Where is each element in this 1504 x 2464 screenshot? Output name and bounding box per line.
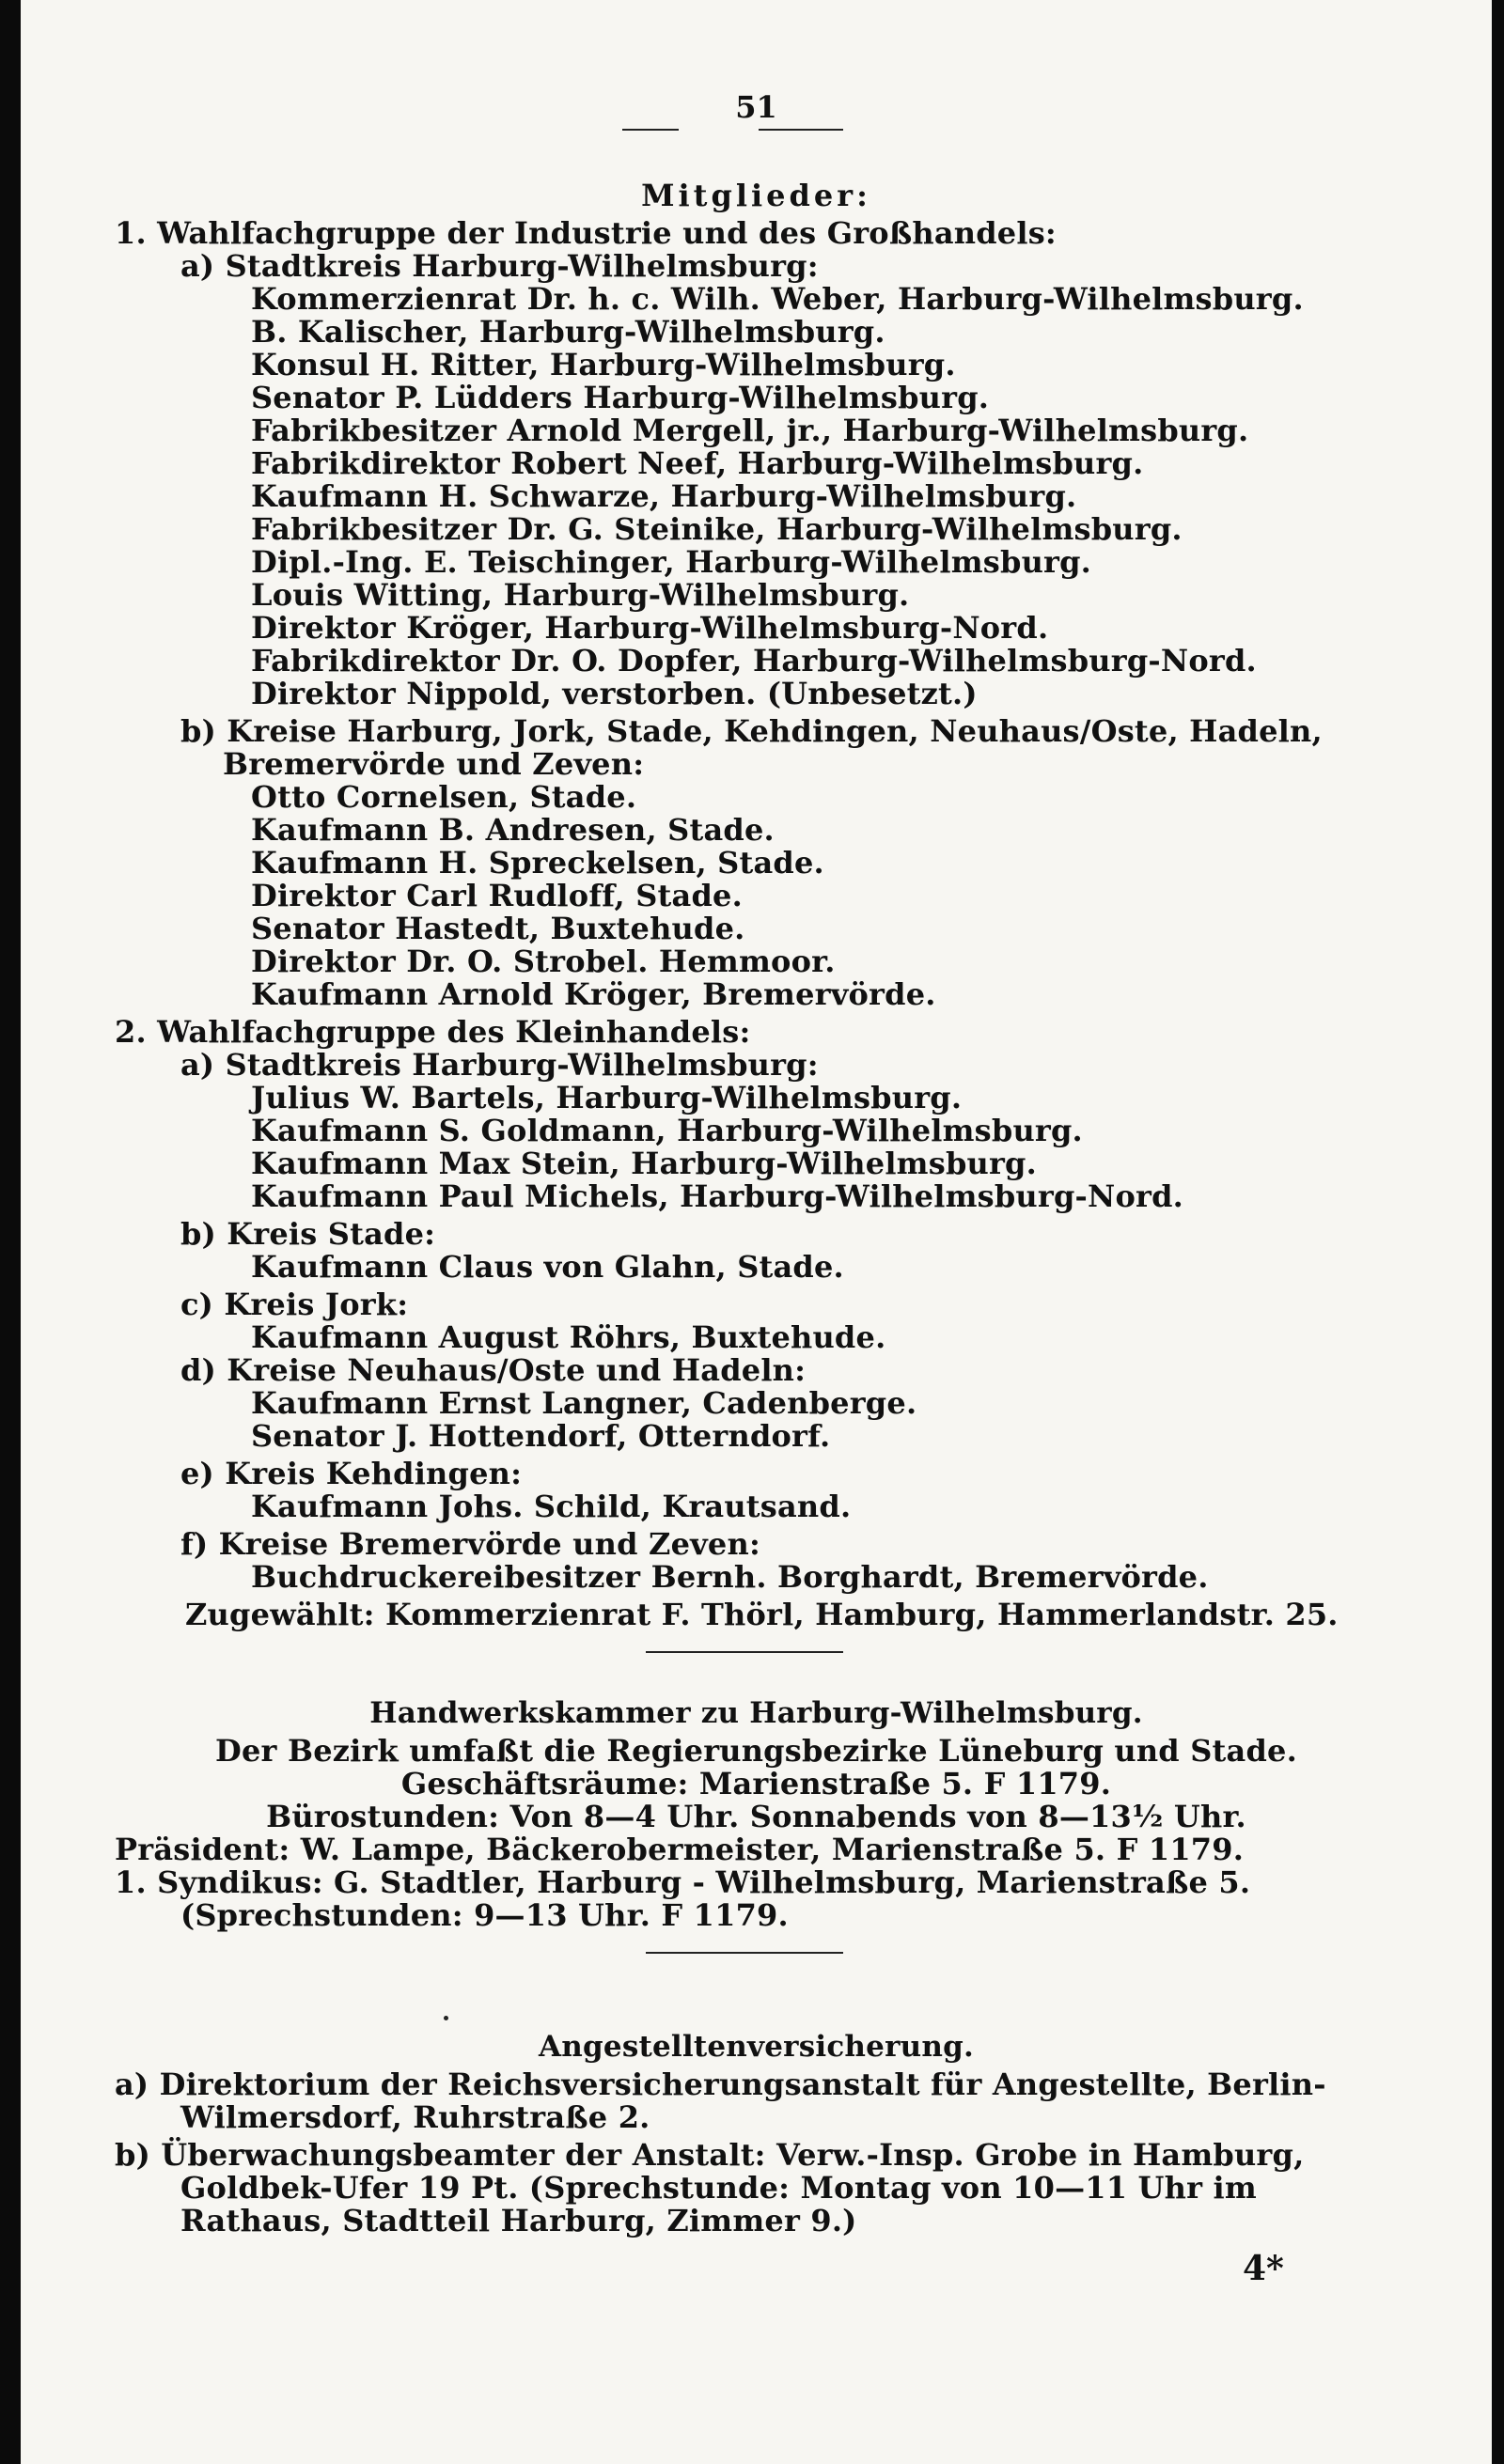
members-heading: Mitglieder: bbox=[641, 178, 871, 213]
member-entry: Fabrikbesitzer Arnold Mergell, jr., Harburg-Wilhelmsburg. bbox=[251, 413, 1249, 448]
signature-mark: 4* bbox=[1243, 2249, 1284, 2288]
group-2d-heading: d) Kreise Neuhaus/Oste und Hadeln: bbox=[180, 1352, 807, 1388]
member-entry: Kaufmann Johs. Schild, Krautsand. bbox=[251, 1489, 852, 1524]
group-2f-heading: f) Kreise Bremervörde und Zeven: bbox=[180, 1526, 760, 1562]
member-entry: Kaufmann H. Spreckelsen, Stade. bbox=[251, 845, 824, 881]
member-entry: Buchdruckereibesitzer Bernh. Borghardt, Bremervörde. bbox=[251, 1559, 1209, 1595]
member-entry: Otto Cornelsen, Stade. bbox=[251, 779, 637, 815]
member-entry: Fabrikdirektor Dr. O. Dopfer, Harburg-Wilhelmsburg-Nord. bbox=[251, 643, 1257, 678]
insurance-item-b-continued: Rathaus, Stadtteil Harburg, Zimmer 9.) bbox=[180, 2203, 857, 2238]
member-entry: Kaufmann Arnold Kröger, Bremervörde. bbox=[251, 976, 936, 1012]
group-1b-heading: b) Kreise Harburg, Jork, Stade, Kehdingen, Neuhaus/Oste, Hadeln, bbox=[180, 713, 1323, 749]
insurance-title: Angestelltenversicherung. bbox=[539, 2030, 974, 2064]
group-1b-heading-continued: Bremervörde und Zeven: bbox=[223, 746, 645, 782]
member-entry: Konsul H. Ritter, Harburg-Wilhelmsburg. bbox=[251, 347, 956, 382]
group-2a-heading: a) Stadtkreis Harburg-Wilhelmsburg: bbox=[180, 1047, 819, 1083]
chamber-president: Präsident: W. Lampe, Bäckerobermeister, Marienstraße 5. F 1179. bbox=[115, 1832, 1245, 1867]
member-entry: Senator J. Hottendorf, Otterndorf. bbox=[251, 1418, 831, 1454]
member-entry: Senator P. Lüdders Harburg-Wilhelmsburg. bbox=[251, 380, 990, 415]
member-entry: Direktor Carl Rudloff, Stade. bbox=[251, 878, 743, 913]
member-entry: Dipl.-Ing. E. Teischinger, Harburg-Wilhelmsburg. bbox=[251, 544, 1092, 580]
page-number: 51 bbox=[735, 89, 777, 125]
document-page bbox=[21, 0, 1492, 2464]
page-number-rule-left bbox=[622, 129, 679, 131]
insurance-item-b-continued: Goldbek-Ufer 19 Pt. (Sprechstunde: Montag von 10—11 Uhr im bbox=[180, 2170, 1257, 2206]
member-entry: Kommerzienrat Dr. h. c. Wilh. Weber, Harburg-Wilhelmsburg. bbox=[251, 281, 1304, 317]
member-entry: Kaufmann Paul Michels, Harburg-Wilhelmsburg-Nord. bbox=[251, 1178, 1183, 1214]
chamber-hours: Bürostunden: Von 8—4 Uhr. Sonnabends von 8—13½ Uhr. bbox=[266, 1799, 1246, 1834]
member-entry: Kaufmann August Röhrs, Buxtehude. bbox=[251, 1319, 886, 1355]
insurance-item-a: a) Direktorium der Reichsversicherungsanstalt für Angestellte, Berlin- bbox=[115, 2066, 1326, 2102]
member-entry: Kaufmann B. Andresen, Stade. bbox=[251, 812, 775, 848]
member-entry: Direktor Dr. O. Strobel. Hemmoor. bbox=[251, 943, 836, 979]
group-1a-heading: a) Stadtkreis Harburg-Wilhelmsburg: bbox=[180, 248, 819, 284]
member-entry: Kaufmann Max Stein, Harburg-Wilhelmsburg. bbox=[251, 1146, 1037, 1181]
group-2e-heading: e) Kreis Kehdingen: bbox=[180, 1456, 523, 1491]
member-entry: Kaufmann S. Goldmann, Harburg-Wilhelmsburg. bbox=[251, 1113, 1083, 1148]
member-entry: Kaufmann Ernst Langner, Cadenberge. bbox=[251, 1385, 917, 1421]
group-1-heading: 1. Wahlfachgruppe der Industrie und des Großhandels: bbox=[115, 215, 1057, 251]
chamber-offices: Geschäftsräume: Marienstraße 5. F 1179. bbox=[400, 1766, 1112, 1801]
section-divider bbox=[646, 1952, 843, 1954]
insurance-item-a-continued: Wilmersdorf, Ruhrstraße 2. bbox=[180, 2099, 650, 2135]
member-entry: Direktor Nippold, verstorben. (Unbesetzt.) bbox=[251, 676, 978, 711]
chamber-district: Der Bezirk umfaßt die Regierungsbezirke Lüneburg und Stade. bbox=[215, 1733, 1297, 1769]
group-2c-heading: c) Kreis Jork: bbox=[180, 1287, 409, 1322]
member-entry: Kaufmann H. Schwarze, Harburg-Wilhelmsburg. bbox=[251, 478, 1077, 514]
insurance-item-b: b) Überwachungsbeamter der Anstalt: Verw.-Insp. Grobe in Hamburg, bbox=[115, 2137, 1305, 2173]
member-entry: Direktor Kröger, Harburg-Wilhelmsburg-Nord. bbox=[251, 610, 1049, 646]
group-2-heading: 2. Wahlfachgruppe des Kleinhandels: bbox=[115, 1014, 751, 1050]
member-entry: Louis Witting, Harburg-Wilhelmsburg. bbox=[251, 577, 910, 613]
page-number-rule-right bbox=[759, 129, 843, 131]
coopted-member: Zugewählt: Kommerzienrat F. Thörl, Hamburg, Hammerlandstr. 25. bbox=[185, 1597, 1339, 1632]
group-2b-heading: b) Kreis Stade: bbox=[180, 1216, 436, 1252]
print-speck bbox=[444, 2016, 448, 2020]
chamber-title: Handwerkskammer zu Harburg-Wilhelmsburg. bbox=[369, 1696, 1143, 1730]
member-entry: Senator Hastedt, Buxtehude. bbox=[251, 911, 745, 946]
member-entry: Fabrikdirektor Robert Neef, Harburg-Wilhelmsburg. bbox=[251, 445, 1144, 481]
member-entry: Fabrikbesitzer Dr. G. Steinike, Harburg-Wilhelmsburg. bbox=[251, 511, 1183, 547]
chamber-syndic: 1. Syndikus: G. Stadtler, Harburg - Wilhelmsburg, Marienstraße 5. bbox=[115, 1864, 1251, 1900]
member-entry: Kaufmann Claus von Glahn, Stade. bbox=[251, 1249, 844, 1285]
chamber-consultation-hours: (Sprechstunden: 9—13 Uhr. F 1179. bbox=[180, 1897, 789, 1933]
member-entry: B. Kalischer, Harburg-Wilhelmsburg. bbox=[251, 314, 885, 350]
member-entry: Julius W. Bartels, Harburg-Wilhelmsburg. bbox=[251, 1080, 963, 1115]
section-divider bbox=[646, 1651, 843, 1653]
